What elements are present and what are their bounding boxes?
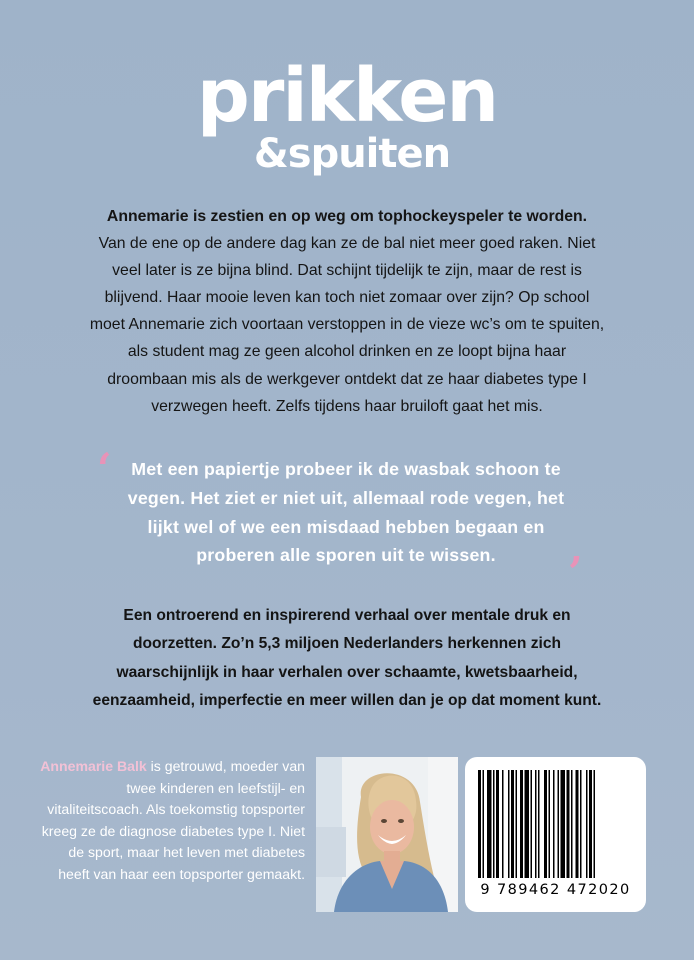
barcode-bar <box>561 770 566 878</box>
book-title <box>0 53 694 177</box>
barcode-bar <box>580 770 582 878</box>
barcode-bar <box>571 770 573 878</box>
summary-text: Een ontroerend en inspirerend verhaal over mentale druk en doorzetten. Zo’n 5,3 miljoen Nederlanders herkennen zich waarschijnlijk in haar verhalen over schaamte, kwetsbaarheid, eenzaamheid, imperfectie en meer willen dan je op dat moment kunt. <box>92 607 602 710</box>
barcode-bar <box>544 770 547 878</box>
author-name: Annemarie Balk <box>40 758 147 774</box>
barcode-bar <box>586 770 588 878</box>
pull-quote: Met een papiertje probeer ik de wasbak schoon te vegen. Het ziet er niet uit, allemaal rode vegen, het lijkt wel of we een misdaad hebben begaan en proberen alle sporen uit te wissen. <box>127 459 565 566</box>
barcode-bar <box>483 770 485 878</box>
barcode-bar <box>487 770 492 878</box>
barcode-bar <box>525 770 530 878</box>
barcode-bar <box>538 770 540 878</box>
quote-close-mark: ’ <box>568 548 583 597</box>
title-subtitle: &spuiten <box>253 131 451 177</box>
blurb-body: Van de ene op de andere dag kan ze de bal niet meer goed raken. Niet veel later is ze bijna blind. Dat schijnt tijdelijk te zijn, maar de rest is blijvend. Haar mooie leven kan toch niet zomaar over zijn? Op school moet Annemarie zich voortaan verstoppen in de vieze wc’s om te spuiten, als student mag ze geen alcohol drinken en ze loopt bijna haar droombaan mis als de werkgever ontdekt dat ze haar diabetes type I verzwegen heeft. Zelfs tijdens haar bruiloft gaat het mis. <box>89 235 605 415</box>
author-bio <box>40 756 305 886</box>
barcode-bar <box>567 770 570 878</box>
barcode-bar <box>502 770 504 878</box>
barcode-bar <box>553 770 555 878</box>
author-bio-text: is getrouwd, moeder van twee kinderen en leefstijl- en vitaliteitscoach. Als toekomstig topsporter kreeg ze de diagnose diabetes type I. Niet de sport, maar het leven met diabetes heeft van haar een topsporter gemaakt. <box>41 758 305 882</box>
barcode-number: 9 789462 472020 <box>480 882 631 898</box>
barcode-bar <box>516 770 518 878</box>
barcode-bar <box>589 770 592 878</box>
title-main: prikken <box>196 53 498 139</box>
barcode-bar <box>508 770 510 878</box>
barcode-bar <box>493 770 495 878</box>
barcode-bar <box>535 770 537 878</box>
author-photo <box>316 757 458 912</box>
barcode-bar <box>520 770 523 878</box>
quote-open-mark: ‘ <box>97 444 112 493</box>
barcode-bar <box>594 770 596 878</box>
barcode-bar <box>531 770 533 878</box>
barcode <box>478 770 633 878</box>
barcode-bar <box>478 770 481 878</box>
barcode-bar <box>496 770 499 878</box>
barcode-bar <box>558 770 560 878</box>
blurb-lead: Annemarie is zestien en op weg om tophockeyspeler te worden. <box>106 208 588 225</box>
blurb <box>86 203 608 420</box>
barcode-bar <box>576 770 579 878</box>
barcode-panel <box>465 757 646 912</box>
barcode-bar <box>511 770 514 878</box>
barcode-bar <box>549 770 551 878</box>
